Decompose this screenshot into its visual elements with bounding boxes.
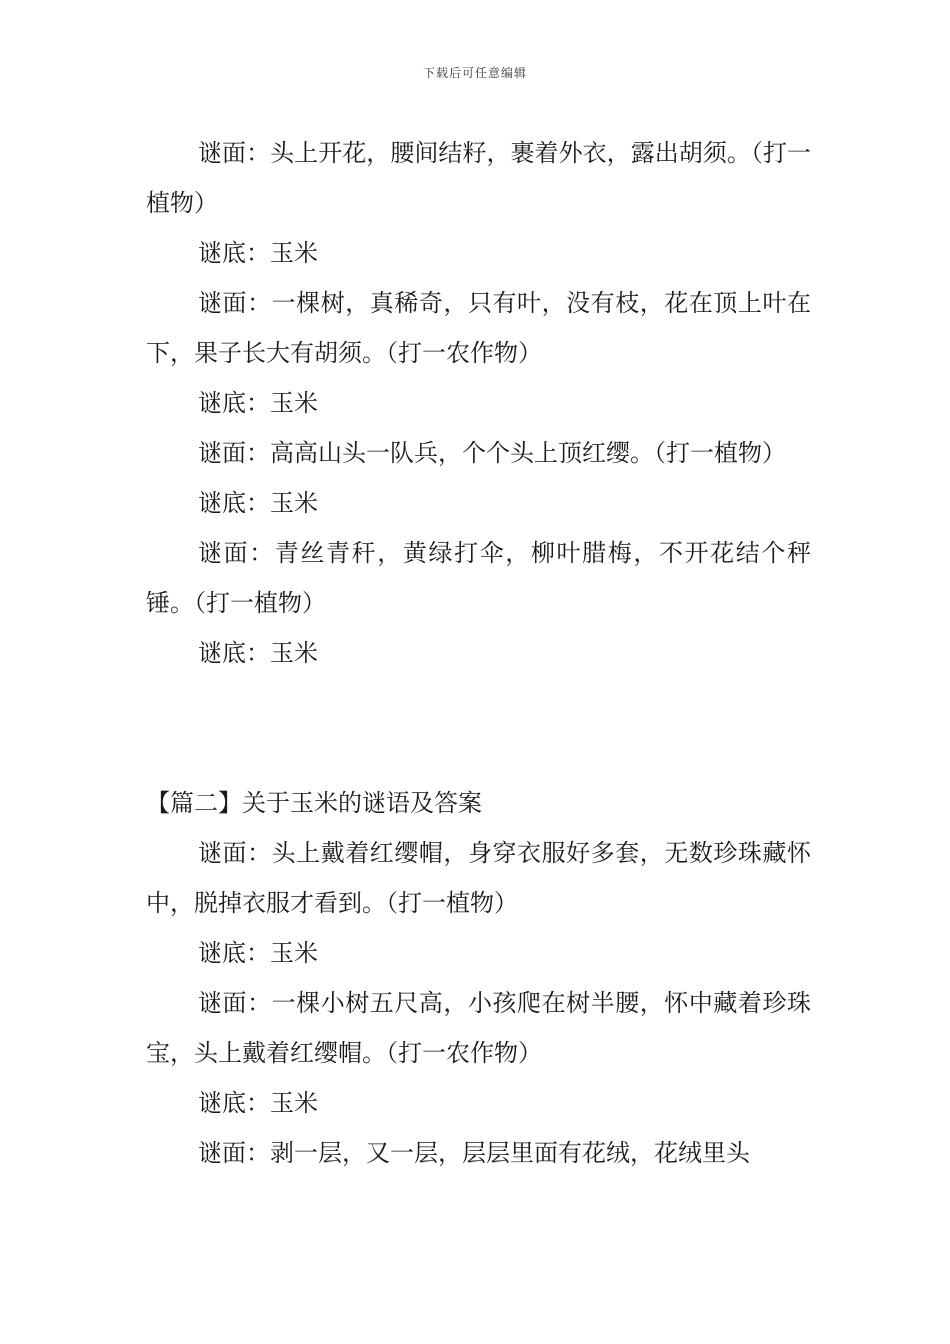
riddle-question-2: 谜面：一棵树，真稀奇，只有叶，没有枝，花在顶上叶在下，果子长大有胡须。（打一农作物） (146, 289, 811, 367)
riddle-answer-6: 谜底：玉米 (198, 1089, 318, 1117)
riddle-question-4: 谜面：青丝青秆，黄绿打伞，柳叶腊梅，不开花结个秤锤。（打一植物） (146, 539, 811, 617)
riddle-answer-4: 谜底：玉米 (198, 639, 318, 667)
riddle-question-6: 谜面：一棵小树五尺高，小孩爬在树半腰，怀中藏着珍珠宝，头上戴着红缨帽。（打一农作物） (146, 989, 811, 1067)
riddle-question-7: 谜面：剥一层，又一层，层层里面有花绒，花绒里头 (198, 1139, 750, 1167)
section-spacer (146, 678, 811, 778)
riddle-answer-5: 谜底：玉米 (198, 939, 318, 967)
riddle-question-5: 谜面：头上戴着红缨帽，身穿衣服好多套，无数珍珠藏怀中，脱掉衣服才看到。（打一植物） (146, 839, 811, 917)
riddle-answer-2: 谜底：玉米 (198, 389, 318, 417)
riddle-answer-1: 谜底：玉米 (198, 239, 318, 267)
riddle-question-3: 谜面：高高山头一队兵，个个头上顶红缨。（打一植物） (198, 439, 786, 467)
section-heading: 【篇二】关于玉米的谜语及答案 (146, 789, 482, 817)
page-header: 下载后可任意编辑 (422, 66, 527, 80)
riddle-question-1: 谜面：头上开花，腰间结籽，裹着外衣，露出胡须。（打一植物） (146, 139, 811, 217)
riddle-answer-3: 谜底：玉米 (198, 489, 318, 517)
document-body (146, 128, 811, 1178)
